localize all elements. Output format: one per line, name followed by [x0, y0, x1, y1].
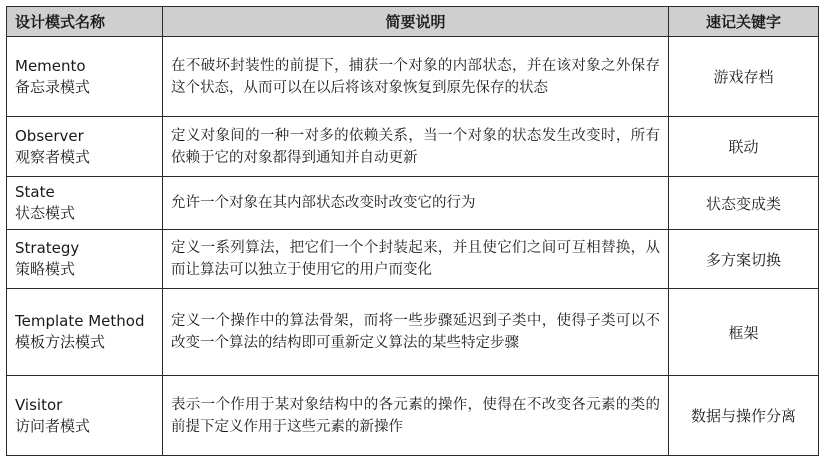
pattern-name-zh: 状态模式 [15, 204, 76, 222]
pattern-description: 在不破坏封装性的前提下，捕获一个对象的内部状态，并在该对象之外保存这个状态，从而可以在以后将该对象恢复到原先保存的状态 [163, 37, 669, 117]
pattern-description: 定义对象间的一种一对多的依赖关系，当一个对象的状态发生改变时，所有依赖于它的对象都得到通知并自动更新 [163, 117, 669, 177]
table-row [7, 376, 819, 456]
pattern-name-cell [7, 230, 163, 289]
header-keyword: 速记关键字 [669, 7, 819, 37]
pattern-name-en: Template Method [15, 312, 145, 330]
design-patterns-table [6, 6, 819, 456]
table-row [7, 37, 819, 117]
pattern-name-cell [7, 117, 163, 177]
pattern-keyword: 状态变成类 [669, 177, 819, 230]
pattern-keyword: 多方案切换 [669, 230, 819, 289]
pattern-description: 定义一个操作中的算法骨架，而将一些步骤延迟到子类中，使得子类可以不改变一个算法的结构即可重新定义算法的某些特定步骤 [163, 289, 669, 376]
pattern-name-en: Visitor [15, 395, 63, 414]
pattern-description: 定义一系列算法，把它们一个个封装起来，并且使它们之间可互相替换，从而让算法可以独立于使用它的用户而变化 [163, 230, 669, 289]
pattern-name-zh: 策略模式 [15, 260, 76, 278]
pattern-description: 允许一个对象在其内部状态改变时改变它的行为 [163, 177, 669, 230]
pattern-name-zh: 观察者模式 [15, 147, 91, 166]
table-row [7, 177, 819, 230]
pattern-name-cell [7, 289, 163, 376]
pattern-name-en: Observer [15, 126, 84, 145]
pattern-name-cell [7, 376, 163, 456]
pattern-keyword: 联动 [669, 117, 819, 177]
header-description: 简要说明 [163, 7, 669, 37]
pattern-keyword: 框架 [669, 289, 819, 376]
table-row [7, 230, 819, 289]
header-pattern-name: 设计模式名称 [7, 7, 163, 37]
pattern-name-cell [7, 177, 163, 230]
table-row [7, 289, 819, 376]
table-row [7, 117, 819, 177]
pattern-keyword: 数据与操作分离 [669, 376, 819, 456]
table-header-row [7, 7, 819, 37]
pattern-name-cell [7, 37, 163, 117]
pattern-description: 表示一个作用于某对象结构中的各元素的操作，使得在不改变各元素的类的前提下定义作用于这些元素的新操作 [163, 376, 669, 456]
pattern-name-en: State [15, 183, 55, 201]
pattern-name-zh: 备忘录模式 [15, 77, 91, 96]
pattern-name-zh: 访问者模式 [15, 416, 91, 435]
pattern-name-en: Strategy [15, 239, 80, 257]
pattern-name-en: Memento [15, 56, 86, 75]
pattern-keyword: 游戏存档 [669, 37, 819, 117]
pattern-name-zh: 模板方法模式 [15, 333, 106, 351]
